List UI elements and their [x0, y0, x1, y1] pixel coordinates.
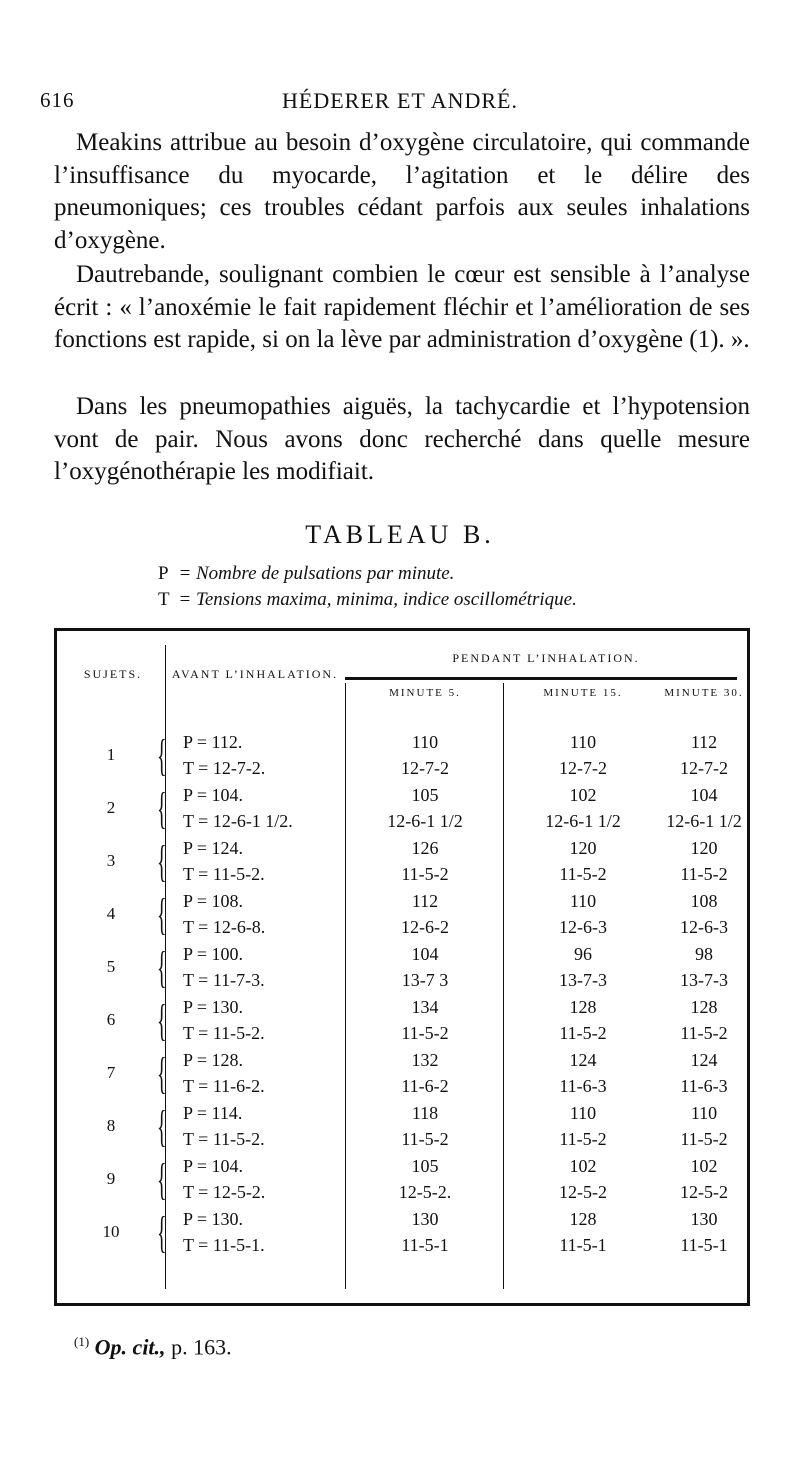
- minute-30-values: [661, 941, 747, 993]
- header-minute-30: MINUTE 30.: [664, 687, 744, 699]
- table-row: [57, 1153, 747, 1206]
- avant-values: [183, 1047, 353, 1099]
- m30-p: 120: [690, 838, 718, 858]
- m15-p: 110: [569, 1103, 597, 1123]
- avant-values: [183, 1100, 353, 1152]
- sujet-number: 2: [106, 798, 116, 817]
- m30-t: 11-5-1: [680, 1235, 728, 1255]
- m5-t: 11-5-2: [401, 864, 449, 884]
- m15-t: 11-5-2: [559, 1023, 607, 1043]
- m5-t: 12-6-2: [401, 917, 449, 937]
- m15-t: 11-5-2: [559, 864, 607, 884]
- m30-p: 98: [695, 944, 713, 964]
- footnote-work: Op. cit.,: [94, 1334, 166, 1360]
- table-row: [57, 888, 747, 941]
- m30-t: 11-5-2: [680, 864, 728, 884]
- m30-t: 12-6-3: [680, 917, 728, 937]
- legend-equals: =: [179, 589, 191, 610]
- brace: {: [157, 1049, 167, 1098]
- avant-values: [183, 729, 353, 781]
- m15-t: 11-6-3: [559, 1076, 607, 1096]
- sujet-number: 10: [102, 1222, 120, 1241]
- m30-p: 124: [690, 1050, 718, 1070]
- m5-t: 13-7 3: [401, 970, 449, 990]
- minute-5-values: [347, 941, 503, 993]
- m5-p: 112: [411, 891, 439, 911]
- m5-t: 11-5-1: [401, 1235, 449, 1255]
- minute-15-values: [505, 994, 661, 1046]
- minute-30-values: [661, 994, 747, 1046]
- minute-5-values: [347, 729, 503, 781]
- m5-t: 12-5-2.: [398, 1182, 452, 1202]
- m30-t: 12-5-2: [680, 1182, 728, 1202]
- m30-p: 112: [690, 732, 718, 752]
- minute-15-values: [505, 729, 661, 781]
- m5-p: 130: [411, 1209, 439, 1229]
- m5-t: 12-7-2: [401, 758, 449, 778]
- m30-p: 128: [690, 997, 718, 1017]
- m15-p: 110: [569, 891, 597, 911]
- footnote-page: p. 163.: [171, 1334, 232, 1360]
- minute-15-values: [505, 888, 661, 940]
- m30-t: 12-7-2: [680, 758, 728, 778]
- minute-5-values: [347, 782, 503, 834]
- sujet-number: 4: [106, 904, 116, 923]
- table-row: [57, 835, 747, 888]
- avant-t: T = 12-5-2.: [183, 1182, 266, 1202]
- m15-p: 96: [574, 944, 592, 964]
- avant-p: P = 130.: [183, 997, 243, 1017]
- brace: {: [157, 784, 167, 833]
- minute-30-values: [661, 1153, 747, 1205]
- m5-t: 11-6-2: [401, 1076, 449, 1096]
- minute-5-values: [347, 994, 503, 1046]
- avant-t: T = 11-5-2.: [183, 1129, 265, 1149]
- legend-p: [158, 563, 454, 585]
- header-minute-15: MINUTE 15.: [543, 687, 623, 699]
- running-head: HÉDERER ET ANDRÉ.: [282, 88, 518, 113]
- avant-values: [183, 888, 353, 940]
- m5-p: 105: [411, 1156, 439, 1176]
- sujet-number: 9: [106, 1169, 116, 1188]
- m15-t: 12-5-2: [559, 1182, 607, 1202]
- minute-5-values: [347, 1206, 503, 1258]
- m30-p: 130: [690, 1209, 718, 1229]
- minute-15-values: [505, 1047, 661, 1099]
- m5-p: 105: [411, 785, 439, 805]
- paragraph-pneumopathies: Dans les pneumopathies aiguës, la tachycardie et l’hypotension vont de pair. Nous avons donc recherché dans quelle mesure l’oxygénothérapie les modifiait.: [54, 393, 750, 485]
- paragraph-dautrebande: Dautrebande, soulignant combien le cœur est sensible à l’analyse écrit : « l’anoxémie le fait rapidement fléchir et l’amélioration de ses fonctions est rapide, si on la lève par administration d’oxygène (1). ».: [54, 261, 750, 353]
- page-number: 616: [40, 88, 75, 112]
- avant-p: P = 104.: [183, 1156, 243, 1176]
- header-pendant: PENDANT L’INHALATION.: [452, 651, 640, 665]
- m15-p: 120: [569, 838, 597, 858]
- brace: {: [157, 996, 167, 1045]
- m15-t: 12-6-1 1/2: [545, 811, 621, 831]
- legend-symbol: P: [158, 563, 169, 584]
- table-row: [57, 994, 747, 1047]
- header-minute-5: MINUTE 5.: [389, 687, 461, 699]
- m5-p: 118: [411, 1103, 439, 1123]
- avant-p: P = 104.: [183, 785, 243, 805]
- minute-15-values: [505, 941, 661, 993]
- m5-t: 12-6-1 1/2: [387, 811, 463, 831]
- header-rule: [345, 677, 737, 680]
- minute-5-values: [347, 1153, 503, 1205]
- minute-5-values: [347, 835, 503, 887]
- avant-t: T = 12-6-8.: [183, 917, 266, 937]
- m15-t: 12-6-3: [559, 917, 607, 937]
- avant-p: P = 112.: [183, 732, 243, 752]
- minute-30-values: [661, 1100, 747, 1152]
- avant-values: [183, 1153, 353, 1205]
- m30-t: 11-5-2: [680, 1023, 728, 1043]
- minute-30-values: [661, 888, 747, 940]
- minute-15-values: [505, 782, 661, 834]
- minute-5-values: [347, 1100, 503, 1152]
- m15-p: 102: [569, 1156, 597, 1176]
- brace: {: [157, 1155, 167, 1204]
- legend-symbol: T: [158, 589, 170, 610]
- sujet-number: 8: [106, 1116, 116, 1135]
- minute-30-values: [661, 835, 747, 887]
- minute-5-values: [347, 888, 503, 940]
- m5-p: 134: [411, 997, 439, 1017]
- brace: {: [157, 943, 167, 992]
- avant-t: T = 12-7-2.: [183, 758, 266, 778]
- table-row: [57, 729, 747, 782]
- paragraph-meakins: Meakins attribue au besoin d’oxygène circulatoire, qui commande l’insuffisance du myocarde, l’agitation et le délire des pneumoniques; ces troubles cédant parfois aux seules inhalations d’oxygène.: [54, 129, 750, 254]
- data-table: [54, 628, 750, 1306]
- m30-t: 11-5-2: [680, 1129, 728, 1149]
- m15-p: 110: [569, 732, 597, 752]
- minute-30-values: [661, 782, 747, 834]
- m15-p: 128: [569, 1209, 597, 1229]
- avant-values: [183, 941, 353, 993]
- m15-p: 128: [569, 997, 597, 1017]
- avant-t: T = 12-6-1 1/2.: [183, 811, 293, 831]
- sujet-number: 7: [106, 1063, 116, 1082]
- m30-p: 108: [690, 891, 718, 911]
- avant-t: T = 11-5-2.: [183, 864, 265, 884]
- brace: {: [157, 1102, 167, 1151]
- m5-t: 11-5-2: [401, 1023, 449, 1043]
- brace: {: [157, 890, 167, 939]
- m30-p: 104: [690, 785, 718, 805]
- footnote-ref: (1): [74, 1334, 90, 1349]
- table-row: [57, 1100, 747, 1153]
- minute-15-values: [505, 1153, 661, 1205]
- minute-15-values: [505, 1100, 661, 1152]
- avant-p: P = 108.: [183, 891, 243, 911]
- m5-p: 126: [411, 838, 439, 858]
- avant-t: T = 11-5-2.: [183, 1023, 265, 1043]
- m30-t: 13-7-3: [680, 970, 728, 990]
- minute-30-values: [661, 1047, 747, 1099]
- legend-t: [158, 589, 577, 611]
- minute-5-values: [347, 1047, 503, 1099]
- m5-p: 104: [411, 944, 439, 964]
- avant-p: P = 100.: [183, 944, 243, 964]
- minute-30-values: [661, 1206, 747, 1258]
- page-header: [40, 88, 760, 118]
- avant-values: [183, 782, 353, 834]
- avant-values: [183, 835, 353, 887]
- brace: {: [157, 837, 167, 886]
- avant-t: T = 11-5-1.: [183, 1235, 265, 1255]
- avant-p: P = 114.: [183, 1103, 243, 1123]
- avant-p: P = 128.: [183, 1050, 243, 1070]
- m15-p: 102: [569, 785, 597, 805]
- table-row: [57, 1206, 747, 1259]
- avant-values: [183, 994, 353, 1046]
- avant-t: T = 11-6-2.: [183, 1076, 265, 1096]
- footnote: [74, 1334, 232, 1360]
- m30-t: 11-6-3: [680, 1076, 728, 1096]
- legend-definition: Tensions maxima, minima, indice oscillométrique.: [196, 589, 577, 610]
- table-row: [57, 1047, 747, 1100]
- avant-values: [183, 1206, 353, 1258]
- m15-t: 11-5-1: [559, 1235, 607, 1255]
- minute-15-values: [505, 1206, 661, 1258]
- header-sujets: SUJETS.: [83, 667, 143, 681]
- m5-t: 11-5-2: [401, 1129, 449, 1149]
- m30-p: 102: [690, 1156, 718, 1176]
- sujet-number: 3: [106, 851, 116, 870]
- m15-t: 13-7-3: [559, 970, 607, 990]
- avant-p: P = 124.: [183, 838, 243, 858]
- header-avant: AVANT L’INHALATION.: [171, 667, 339, 681]
- table-title: TABLEAU B.: [305, 520, 495, 549]
- legend-equals: =: [179, 563, 191, 584]
- sujet-number: 1: [106, 745, 116, 764]
- avant-p: P = 130.: [183, 1209, 243, 1229]
- brace: {: [157, 1208, 167, 1257]
- m15-p: 124: [569, 1050, 597, 1070]
- avant-t: T = 11-7-3.: [183, 970, 265, 990]
- minute-30-values: [661, 729, 747, 781]
- sujet-number: 5: [106, 957, 116, 976]
- sujet-number: 6: [106, 1010, 116, 1029]
- table-row: [57, 782, 747, 835]
- legend-definition: Nombre de pulsations par minute.: [196, 563, 455, 584]
- m30-p: 110: [690, 1103, 718, 1123]
- minute-15-values: [505, 835, 661, 887]
- table-row: [57, 941, 747, 994]
- m15-t: 12-7-2: [559, 758, 607, 778]
- m30-t: 12-6-1 1/2: [666, 811, 742, 831]
- m5-p: 132: [411, 1050, 439, 1070]
- m5-p: 110: [411, 732, 439, 752]
- brace: {: [157, 731, 167, 780]
- m15-t: 11-5-2: [559, 1129, 607, 1149]
